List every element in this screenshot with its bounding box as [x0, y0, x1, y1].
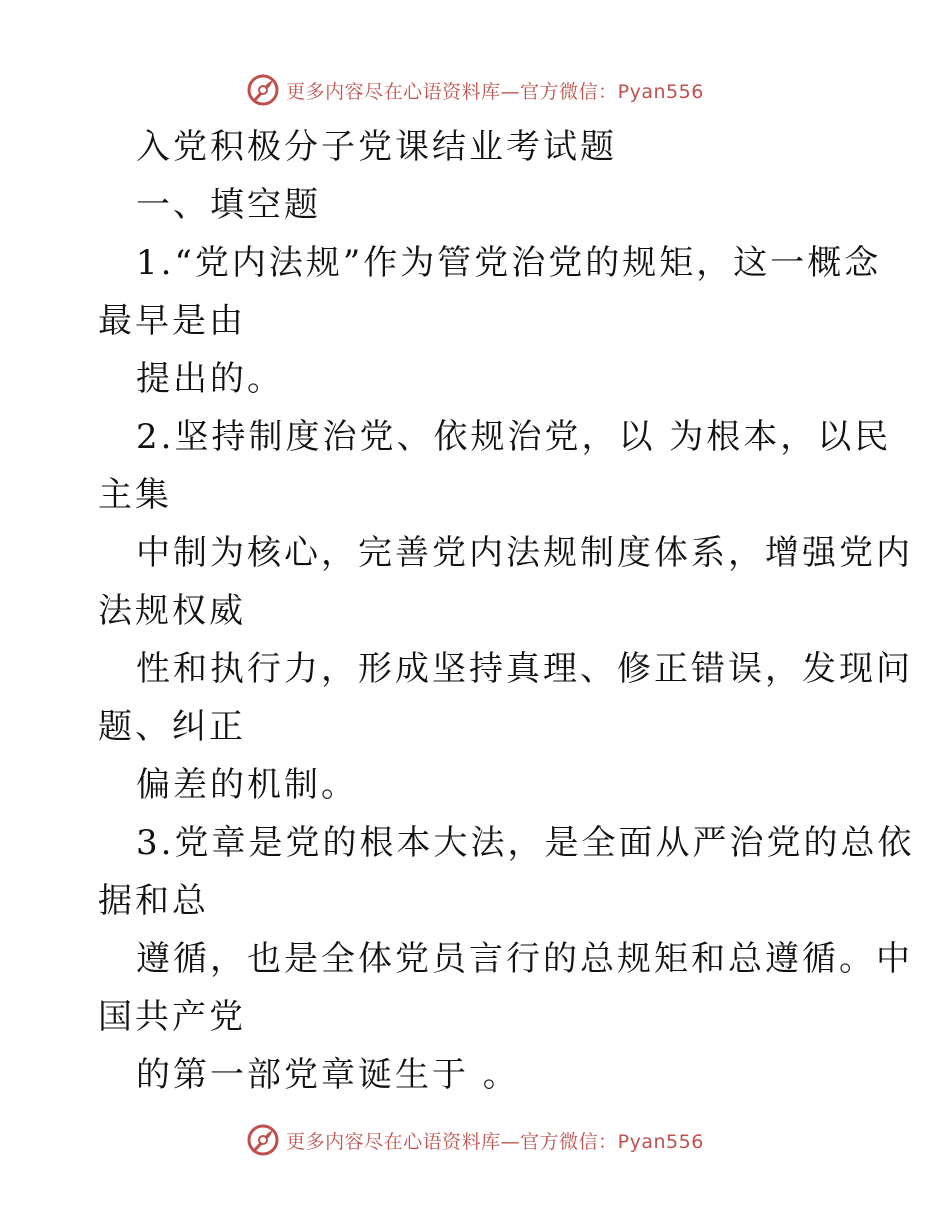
question-2-line-1: 2.坚持制度治党、依规治党，以 为根本，以民	[136, 417, 892, 457]
question-1-line-2: 最早是由	[98, 301, 246, 341]
question-2-line-3: 中制为核心，完善党内法规制度体系，增强党内	[136, 533, 913, 573]
document-title: 入党积极分子党课结业考试题	[136, 127, 617, 167]
document-body	[98, 118, 915, 1104]
question-3-line-3: 遵循，也是全体党员言行的总规矩和总遵循。中	[136, 939, 913, 979]
question-2-line-6: 题、纠正	[98, 707, 246, 747]
question-1-line-1: 1.“党内法规”作为管党治党的规矩，这一概念	[136, 243, 882, 283]
header-banner	[0, 70, 950, 110]
question-3-line-2: 据和总	[98, 881, 209, 921]
quill-pen-logo-icon	[246, 73, 280, 107]
footer-banner	[0, 1120, 950, 1160]
question-1-line-3: 提出的。	[136, 359, 284, 399]
question-3-line-1: 3.党章是党的根本大法，是全面从严治党的总依	[136, 823, 915, 863]
question-2-line-2: 主集	[98, 475, 172, 515]
question-3-line-5: 的第一部党章诞生于 。	[136, 1055, 520, 1095]
question-3-line-4: 国共产党	[98, 997, 246, 1037]
question-2-line-4: 法规权威	[98, 591, 246, 631]
question-2-line-5: 性和执行力，形成坚持真理、修正错误，发现问	[136, 649, 913, 689]
question-2-line-7: 偏差的机制。	[136, 765, 358, 805]
quill-pen-logo-icon	[246, 1123, 280, 1157]
banner-text: 更多内容尽在心语资料库—官方微信：Pyan556	[286, 80, 704, 103]
banner-text: 更多内容尽在心语资料库—官方微信：Pyan556	[286, 1130, 704, 1153]
section-heading: 一、填空题	[136, 185, 321, 225]
